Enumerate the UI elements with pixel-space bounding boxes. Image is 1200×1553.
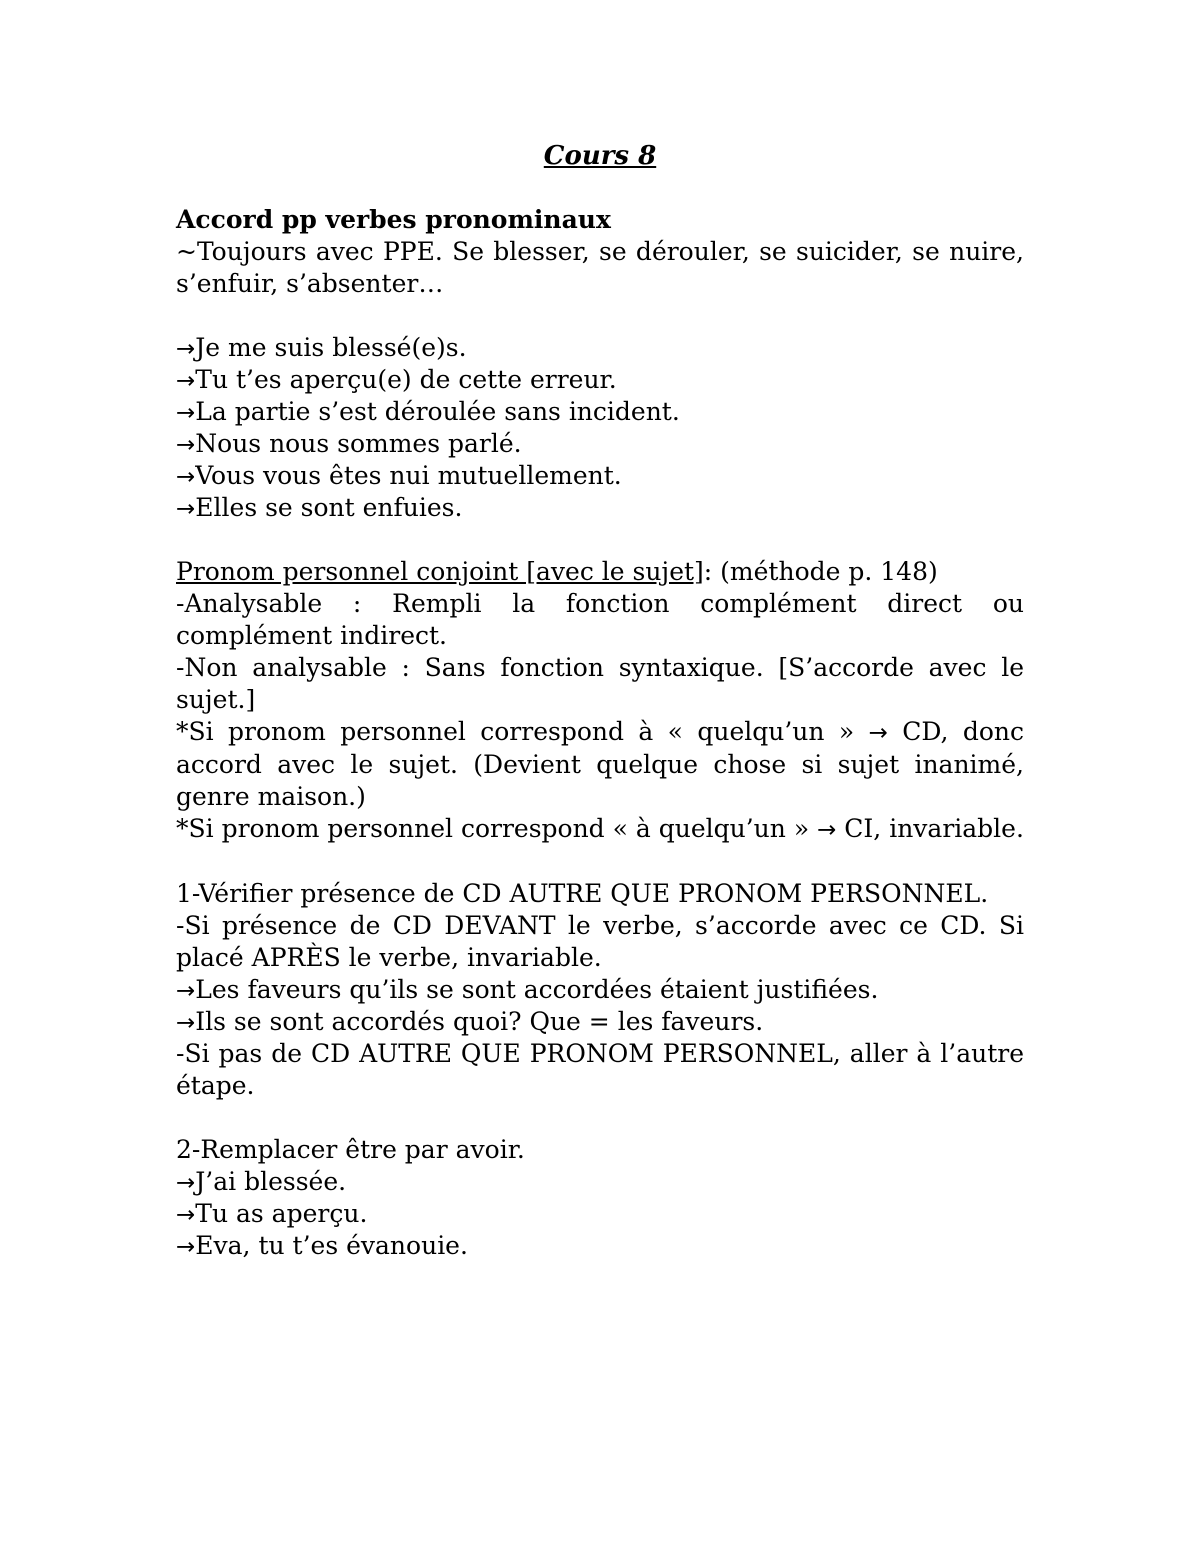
heading-underlined-text: Pronom personnel conjoint [avec le sujet]	[176, 557, 704, 586]
arrow-icon: →	[176, 368, 196, 394]
cd-rule-paragraph: -Si présence de CD DEVANT le verbe, s’accorde avec ce CD. Si placé APRÈS le verbe, invariable.	[176, 911, 1024, 972]
arrow-icon: →	[817, 817, 837, 843]
step-2-line: 2-Remplacer être par avoir.	[176, 1135, 525, 1164]
document-body	[176, 140, 1024, 1262]
heading-reference-text: : (méthode p. 148)	[703, 557, 938, 586]
example-line	[176, 1006, 1024, 1038]
example-line	[176, 492, 1024, 524]
rule-cd-paragraph	[176, 716, 1024, 813]
arrow-icon: →	[176, 336, 196, 362]
example-line	[176, 332, 1024, 364]
rule-ci-text-a: *Si pronom personnel correspond « à quelqu’un »	[176, 814, 818, 843]
example-text: Elles se sont enfuies.	[195, 493, 463, 522]
example-text: La partie s’est déroulée sans incident.	[195, 397, 680, 426]
arrow-icon: →	[176, 496, 196, 522]
example-text: Vous vous êtes nui mutuellement.	[195, 461, 622, 490]
example-text: Je me suis blessé(e)s.	[195, 333, 467, 362]
example-text: Tu t’es aperçu(e) de cette erreur.	[195, 365, 617, 394]
arrow-icon: →	[176, 978, 196, 1004]
section-heading-accord: Accord pp verbes pronominaux	[176, 205, 611, 234]
rule-ci-text-b: CI, invariable.	[836, 814, 1024, 843]
example-line	[176, 1198, 1024, 1230]
example-line	[176, 1230, 1024, 1262]
non-analysable-paragraph: -Non analysable : Sans fonction syntaxique. [S’accorde avec le sujet.]	[176, 653, 1024, 714]
example-text: Ils se sont accordés quoi? Que = les faveurs.	[195, 1007, 764, 1036]
example-line	[176, 396, 1024, 428]
arrow-icon: →	[176, 400, 196, 426]
arrow-icon: →	[176, 1170, 196, 1196]
arrow-icon: →	[176, 432, 196, 458]
example-line	[176, 460, 1024, 492]
intro-paragraph: ~Toujours avec PPE. Se blesser, se dérouler, se suicider, se nuire, s’enfuir, s’absenter…	[176, 237, 1024, 298]
example-text: J’ai blessée.	[195, 1167, 347, 1196]
section-heading-pronom	[176, 556, 1024, 588]
blank-line	[176, 300, 1024, 332]
document-title: Cours 8	[543, 141, 657, 171]
example-line	[176, 364, 1024, 396]
arrow-icon: →	[176, 1202, 196, 1228]
arrow-icon: →	[868, 720, 888, 746]
analysable-paragraph: -Analysable : Rempli la fonction complément direct ou complément indirect.	[176, 589, 1024, 650]
next-step-paragraph: -Si pas de CD AUTRE QUE PRONOM PERSONNEL, aller à l’autre étape.	[176, 1039, 1024, 1100]
rule-cd-text-a: *Si pronom personnel correspond à « quelqu’un »	[176, 717, 869, 746]
rule-cd-text-b: CD, donc accord avec le sujet. (Devient quelque chose si sujet inanimé, genre maison.)	[176, 717, 1024, 811]
rule-ci-paragraph	[176, 813, 1024, 846]
blank-line	[176, 1102, 1024, 1134]
example-text: Les faveurs qu’ils se sont accordées étaient justifiées.	[195, 975, 879, 1004]
arrow-icon: →	[176, 1234, 196, 1260]
example-text: Eva, tu t’es évanouie.	[195, 1231, 468, 1260]
step-1-paragraph: 1-Vérifier présence de CD AUTRE QUE PRONOM PERSONNEL.	[176, 879, 989, 908]
arrow-icon: →	[176, 464, 196, 490]
example-line	[176, 428, 1024, 460]
example-line	[176, 1166, 1024, 1198]
example-text: Nous nous sommes parlé.	[195, 429, 522, 458]
blank-line	[176, 846, 1024, 878]
example-text: Tu as aperçu.	[195, 1199, 368, 1228]
example-line	[176, 974, 1024, 1006]
arrow-icon: →	[176, 1010, 196, 1036]
blank-line	[176, 524, 1024, 556]
